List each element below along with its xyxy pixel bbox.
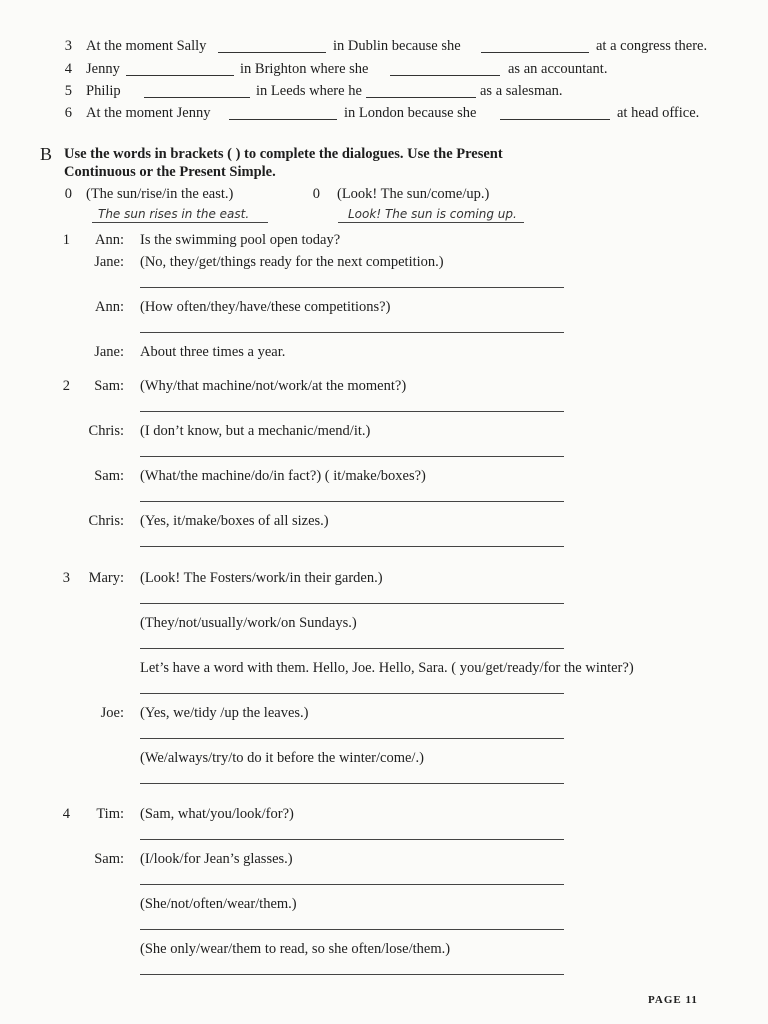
answer-line[interactable] [140, 411, 564, 412]
answer-line[interactable] [140, 884, 564, 885]
dialogue-text: (I/look/for Jean’s glasses.) [140, 851, 293, 867]
answer-line[interactable] [140, 648, 564, 649]
dialogue-text: (Yes, we/tidy /up the leaves.) [140, 705, 309, 721]
dialogue-text: Let’s have a word with them. Hello, Joe. Hello, Sara. ( you/get/ready/for the winter?) [140, 660, 634, 676]
example-prompt: (The sun/rise/in the east.) [86, 186, 234, 202]
item-text: Jenny [86, 61, 120, 77]
dialogue-text: (What/the machine/do/in fact?) ( it/make/boxes?) [140, 468, 426, 484]
answer-blank[interactable] [481, 40, 589, 53]
item-number: 6 [64, 105, 72, 121]
answer-line[interactable] [140, 501, 564, 502]
item-text: as an accountant. [508, 61, 608, 77]
dialogue-text: (I don’t know, but a mechanic/mend/it.) [140, 423, 371, 439]
dialogue-number: 4 [62, 806, 70, 822]
example-prompt: (Look! The sun/come/up.) [337, 186, 490, 202]
dialogue-text: (Look! The Fosters/work/in their garden.) [140, 570, 383, 586]
speaker-name: Jane: [94, 344, 124, 360]
dialogue-text: (Yes, it/make/boxes of all sizes.) [140, 513, 329, 529]
dialogue-number: 1 [62, 232, 70, 248]
item-text: in London because she [344, 105, 477, 121]
item-text: at head office. [617, 105, 700, 121]
answer-line[interactable] [140, 839, 564, 840]
speaker-name: Joe: [100, 705, 124, 721]
answer-line [338, 222, 524, 223]
answer-line[interactable] [140, 456, 564, 457]
example-answer: Look! The sun is coming up. [348, 207, 517, 221]
speaker-name: Tim: [96, 806, 124, 822]
item-text: At the moment Sally [86, 38, 207, 54]
answer-line[interactable] [140, 974, 564, 975]
answer-blank[interactable] [229, 107, 337, 120]
speaker-name: Chris: [88, 513, 124, 529]
answer-line[interactable] [140, 287, 564, 288]
instruction-line: Continuous or the Present Simple. [64, 164, 276, 180]
dialogue-text: (Sam, what/you/look/for?) [140, 806, 294, 822]
item-text: Philip [86, 83, 121, 99]
answer-line[interactable] [140, 603, 564, 604]
speaker-name: Jane: [94, 254, 124, 270]
answer-line[interactable] [140, 738, 564, 739]
item-text: at a congress there. [596, 38, 708, 54]
section-letter: B [40, 144, 53, 164]
dialogue-number: 3 [62, 570, 70, 586]
item-text: in Brighton where she [240, 61, 369, 77]
item-number: 5 [64, 83, 72, 99]
dialogue-text: About three times a year. [140, 344, 286, 360]
answer-line[interactable] [140, 546, 564, 547]
dialogue-text: (How often/they/have/these competitions?) [140, 299, 391, 315]
answer-blank[interactable] [144, 85, 250, 98]
dialogue-text: (No, they/get/things ready for the next competition.) [140, 254, 444, 270]
answer-line[interactable] [140, 332, 564, 333]
item-text: in Dublin because she [333, 38, 461, 54]
example-number: 0 [312, 186, 320, 202]
answer-line[interactable] [140, 783, 564, 784]
item-number: 3 [64, 38, 72, 54]
answer-line[interactable] [140, 929, 564, 930]
answer-blank[interactable] [390, 63, 500, 76]
dialogue-text: (She/not/often/wear/them.) [140, 896, 297, 912]
dialogue-number: 2 [62, 378, 70, 394]
dialogue-text: (She only/wear/them to read, so she often/lose/them.) [140, 941, 451, 957]
dialogue-text: (We/always/try/to do it before the winter/come/.) [140, 750, 424, 766]
speaker-name: Chris: [88, 423, 124, 439]
example-number: 0 [64, 186, 72, 202]
page-number: PAGE 11 [648, 994, 698, 1006]
item-text: At the moment Jenny [86, 105, 211, 121]
speaker-name: Mary: [88, 570, 124, 586]
speaker-name: Ann: [95, 232, 124, 248]
instruction-line: Use the words in brackets ( ) to complete the dialogues. Use the Present [64, 146, 503, 162]
item-text: as a salesman. [480, 83, 563, 99]
dialogue-text: (Why/that machine/not/work/at the moment?) [140, 378, 407, 394]
example-answer: The sun rises in the east. [98, 207, 250, 221]
speaker-name: Sam: [94, 468, 124, 484]
item-number: 4 [64, 61, 72, 77]
item-text: in Leeds where he [256, 83, 362, 99]
answer-blank[interactable] [366, 85, 476, 98]
dialogue-text: Is the swimming pool open today? [140, 232, 341, 248]
dialogue-text: (They/not/usually/work/on Sundays.) [140, 615, 357, 631]
answer-blank[interactable] [218, 40, 326, 53]
speaker-name: Ann: [95, 299, 124, 315]
answer-line [92, 222, 268, 223]
answer-blank[interactable] [500, 107, 610, 120]
speaker-name: Sam: [94, 851, 124, 867]
answer-blank[interactable] [126, 63, 234, 76]
speaker-name: Sam: [94, 378, 124, 394]
answer-line[interactable] [140, 693, 564, 694]
